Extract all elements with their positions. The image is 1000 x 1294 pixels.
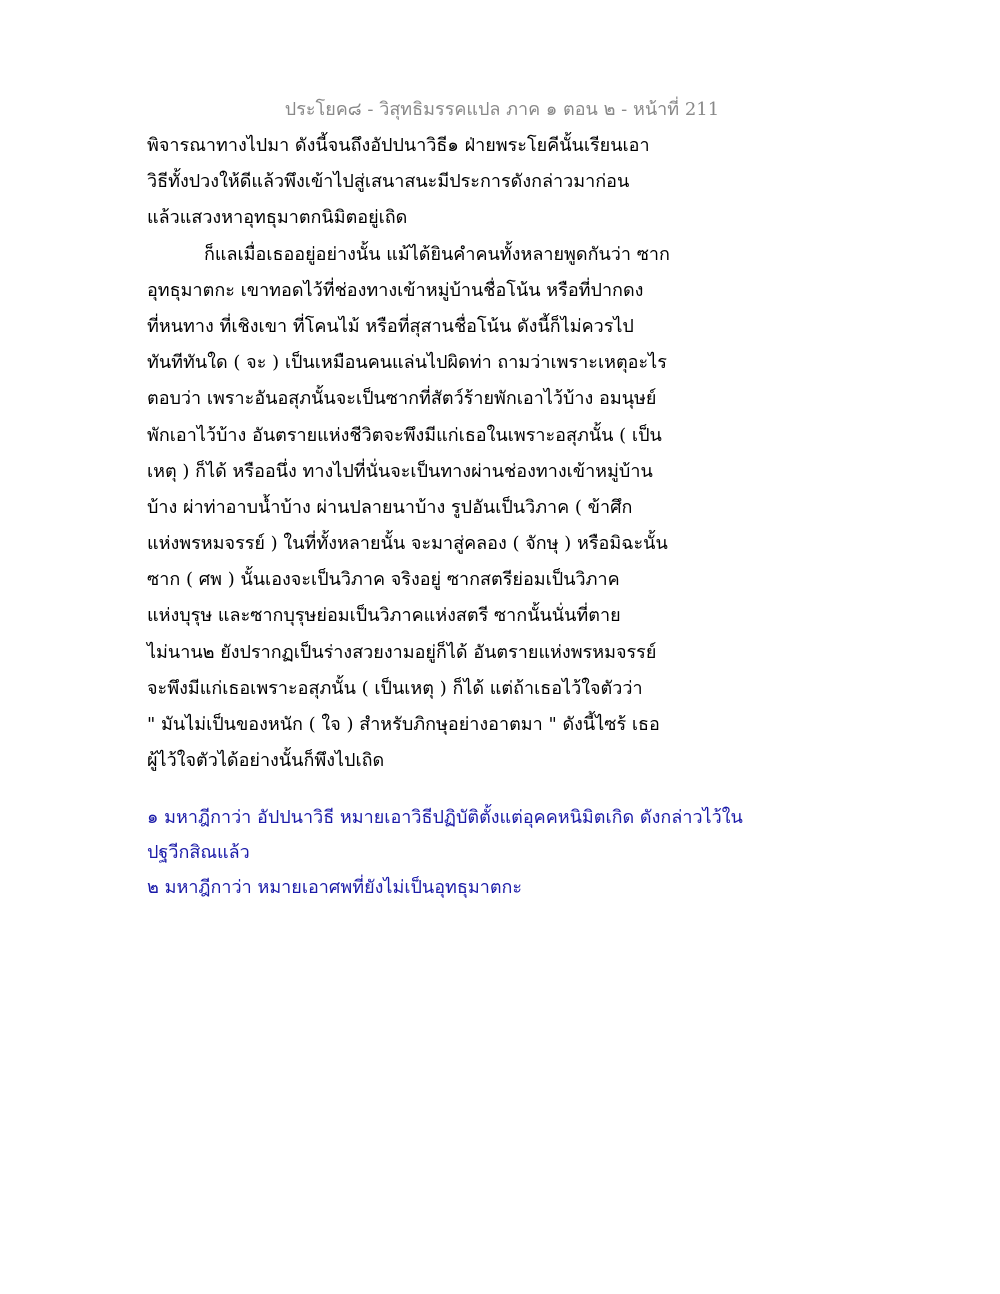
body-line: ซาก ( ศพ ) นั้นเองจะเป็นวิภาค จริงอยู่ ซากสตรีย่อมเป็นวิภาค: [147, 569, 620, 591]
body-line: ที่หนทาง ที่เชิงเขา ที่โคนไม้ หรือที่สุสานชื่อโน้น ดังนี้ก็ไม่ควรไป: [147, 315, 634, 337]
body-line: วิธีทั้งปวงให้ดีแล้วพึงเข้าไปสู่เสนาสนะมีประการดังกล่าวมาก่อน: [147, 171, 630, 193]
footnote-2: ๒ มหาฎีกาว่า หมายเอาศพที่ยังไม่เป็นอุทธุมาตกะ: [147, 877, 523, 898]
body-line: ไม่นาน๒ ยังปรากฏเป็นร่างสวยงามอยู่ก็ได้ อันตรายแห่งพรหมจรรย์: [147, 641, 657, 663]
body-line: จะพึงมีแก่เธอเพราะอสุภนั้น ( เป็นเหตุ ) ก็ได้ แต่ถ้าเธอไว้ใจตัวว่า: [147, 677, 643, 699]
footnote-1: ๑ มหาฎีกาว่า อัปปนาวิธี หมายเอาวิธีปฏิบัติตั้งแต่อุคคหนิมิตเกิด ดังกล่าวไว้ใน: [147, 807, 743, 828]
body-text: [147, 128, 707, 779]
body-line: อุทธุมาตกะ เขาทอดไว้ที่ช่องทางเข้าหมู่บ้านชื่อโน้น หรือที่ปากดง: [147, 279, 644, 301]
footnotes: [147, 800, 767, 905]
body-line: ผู้ไว้ใจตัวได้อย่างนั้นก็พึงไปเถิด: [147, 750, 385, 772]
body-line: ตอบว่า เพราะอันอสุภนั้นจะเป็นซากที่สัตว์ร้ายพักเอาไว้บ้าง อมนุษย์: [147, 388, 657, 410]
body-line: พิจารณาทางไปมา ดังนี้จนถึงอัปปนาวิธี๑ ฝ่ายพระโยคีนั้นเรียนเอา: [147, 135, 650, 156]
body-line: ทันทีทันใด ( จะ ) เป็นเหมือนคนแล่นไปผิดท่า ถามว่าเพราะเหตุอะไร: [147, 352, 667, 374]
body-line: พักเอาไว้บ้าง อันตรายแห่งชีวิตจะพึงมีแก่เธอในเพราะอสุภนั้น ( เป็น: [147, 424, 662, 446]
body-line: " มันไม่เป็นของหนัก ( ใจ ) สำหรับภิกษุอย่างอาตมา " ดังนี้ไซร้ เธอ: [147, 714, 660, 735]
footnote-1-continuation: ปฐวีกสิณแล้ว: [147, 842, 250, 863]
running-header: ประโยค๘ - วิสุทธิมรรคแปล ภาค ๑ ตอน ๒ - หน้าที่ 211: [284, 99, 720, 120]
body-line: แล้วแสวงหาอุทธุมาตกนิมิตอยู่เถิด: [147, 207, 408, 229]
body-line: แห่งบุรุษ และซากบุรุษย่อมเป็นวิภาคแห่งสตรี ซากนั้นนั่นที่ตาย: [147, 605, 621, 627]
body-line: บ้าง ผ่าท่าอาบน้ำบ้าง ผ่านปลายนาบ้าง รูปอันเป็นวิภาค ( ข้าศึก: [147, 496, 633, 518]
body-line: เหตุ ) ก็ได้ หรืออนึ่ง ทางไปที่นั่นจะเป็นทางผ่านช่องทางเข้าหมู่บ้าน: [147, 460, 653, 482]
paragraph-first-line: ก็แลเมื่อเธออยู่อย่างนั้น แม้ได้ยินคำคนทั้งหลายพูดกันว่า ซาก: [204, 243, 670, 265]
body-line: แห่งพรหมจรรย์ ) ในที่ทั้งหลายนั้น จะมาสู่คลอง ( จักษุ ) หรือมิฉะนั้น: [147, 533, 668, 555]
